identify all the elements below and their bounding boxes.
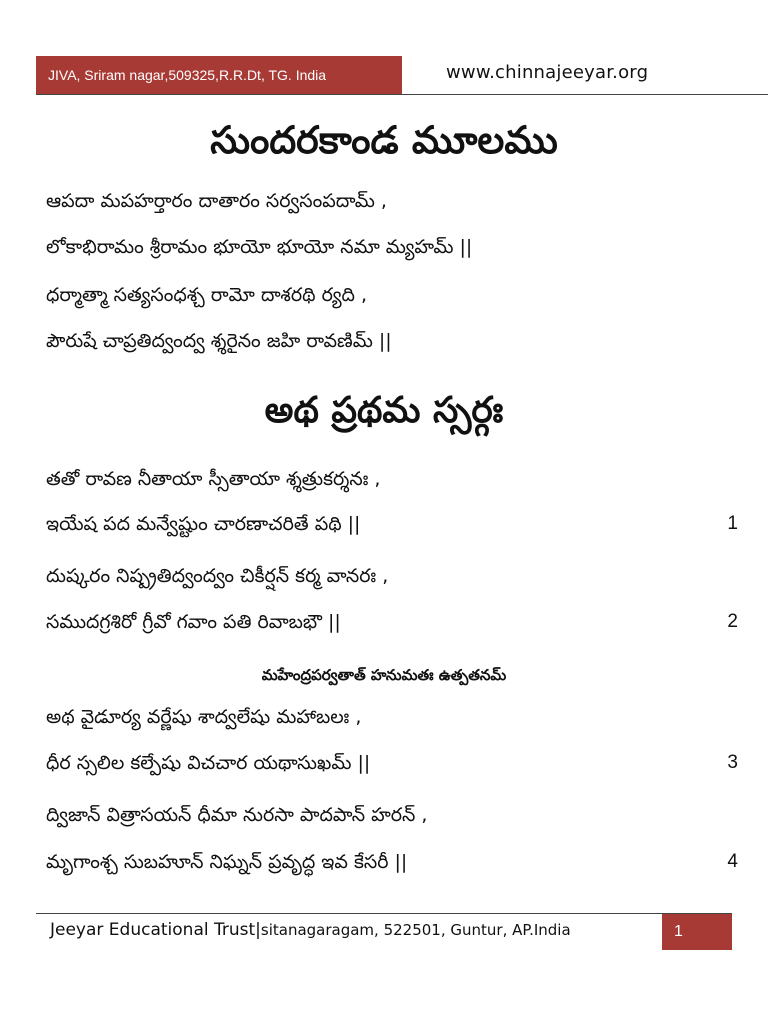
verse-line: ధీర స్సలిల కల్పేషు విచచార యథాసుఖమ్ || (46, 752, 371, 774)
footer-separator: | (255, 920, 261, 940)
footer-trust-name: Jeeyar Educational Trust (50, 920, 256, 940)
header-address-box (36, 56, 402, 94)
sarga-title: అథ ప్రథమ స్సర్గః (264, 390, 504, 431)
verse-line: ద్విజాన్ విత్రాసయన్ ధీమా నురసా పాదపాన్ హరన్ , (46, 804, 428, 826)
verse-line: దుష్కరం నిష్ప్రతిద్వంద్వం చికీర్షన్ కర్మ వానరః , (46, 565, 389, 587)
verse-number: 2 (727, 611, 738, 632)
footer-divider (36, 913, 732, 914)
header-divider (36, 94, 768, 95)
verse-line: తతో రావణ నీతాయా స్సీతాయా శ్శత్రుకర్శనః , (46, 468, 381, 490)
verse-line: ఇయేష పద మన్వేష్టుం చారణాచరితే పథి || (46, 513, 361, 535)
footer-address: sitanagaragam, 522501, Guntur, AP.India (260, 921, 571, 939)
header-address: JIVA, Sriram nagar,509325,R.R.Dt, TG. India (48, 67, 327, 83)
verse-line: అథ వైడూర్య వర్ణేషు శాద్వలేషు మహాబలః , (46, 706, 362, 728)
verse-line: సముదగ్రశిరో గ్రీవో గవాం పతి రివాబభౌ || (46, 611, 341, 633)
invocation-line: ధర్మాత్మా సత్యసంధశ్చ రామో దాశరథి ర్యది , (46, 284, 368, 306)
footer-info (50, 920, 571, 940)
verse-line: మృగాంశ్చ సుబహూన్ నిఘ్నన్ ప్రవృద్ధ ఇవ కేసరీ || (46, 851, 408, 873)
invocation-line: ఆపదా మపహర్తారం దాతారం సర్వసంపదామ్ , (46, 190, 387, 212)
section-subheading: మహేంద్రపర్వతాత్ హనుమతః ఉత్పతనమ్ (261, 666, 507, 684)
header-website-link[interactable]: www.chinnajeeyar.org (446, 62, 649, 83)
page-number: 1 (674, 923, 683, 940)
invocation-line: పౌరుషే చాప్రతిద్వంద్వ శ్శరైనం జహి రావణిమ్ || (46, 330, 392, 352)
page-number-box (662, 914, 732, 950)
verse-number: 1 (727, 513, 738, 534)
verse-number: 4 (727, 851, 738, 872)
main-title: సుందరకాండ మూలము (210, 118, 558, 162)
verse-number: 3 (727, 752, 738, 773)
invocation-line: లోకాభిరామం శ్రీరామం భూయో భూయో నమా మ్యహమ్ || (46, 236, 473, 258)
